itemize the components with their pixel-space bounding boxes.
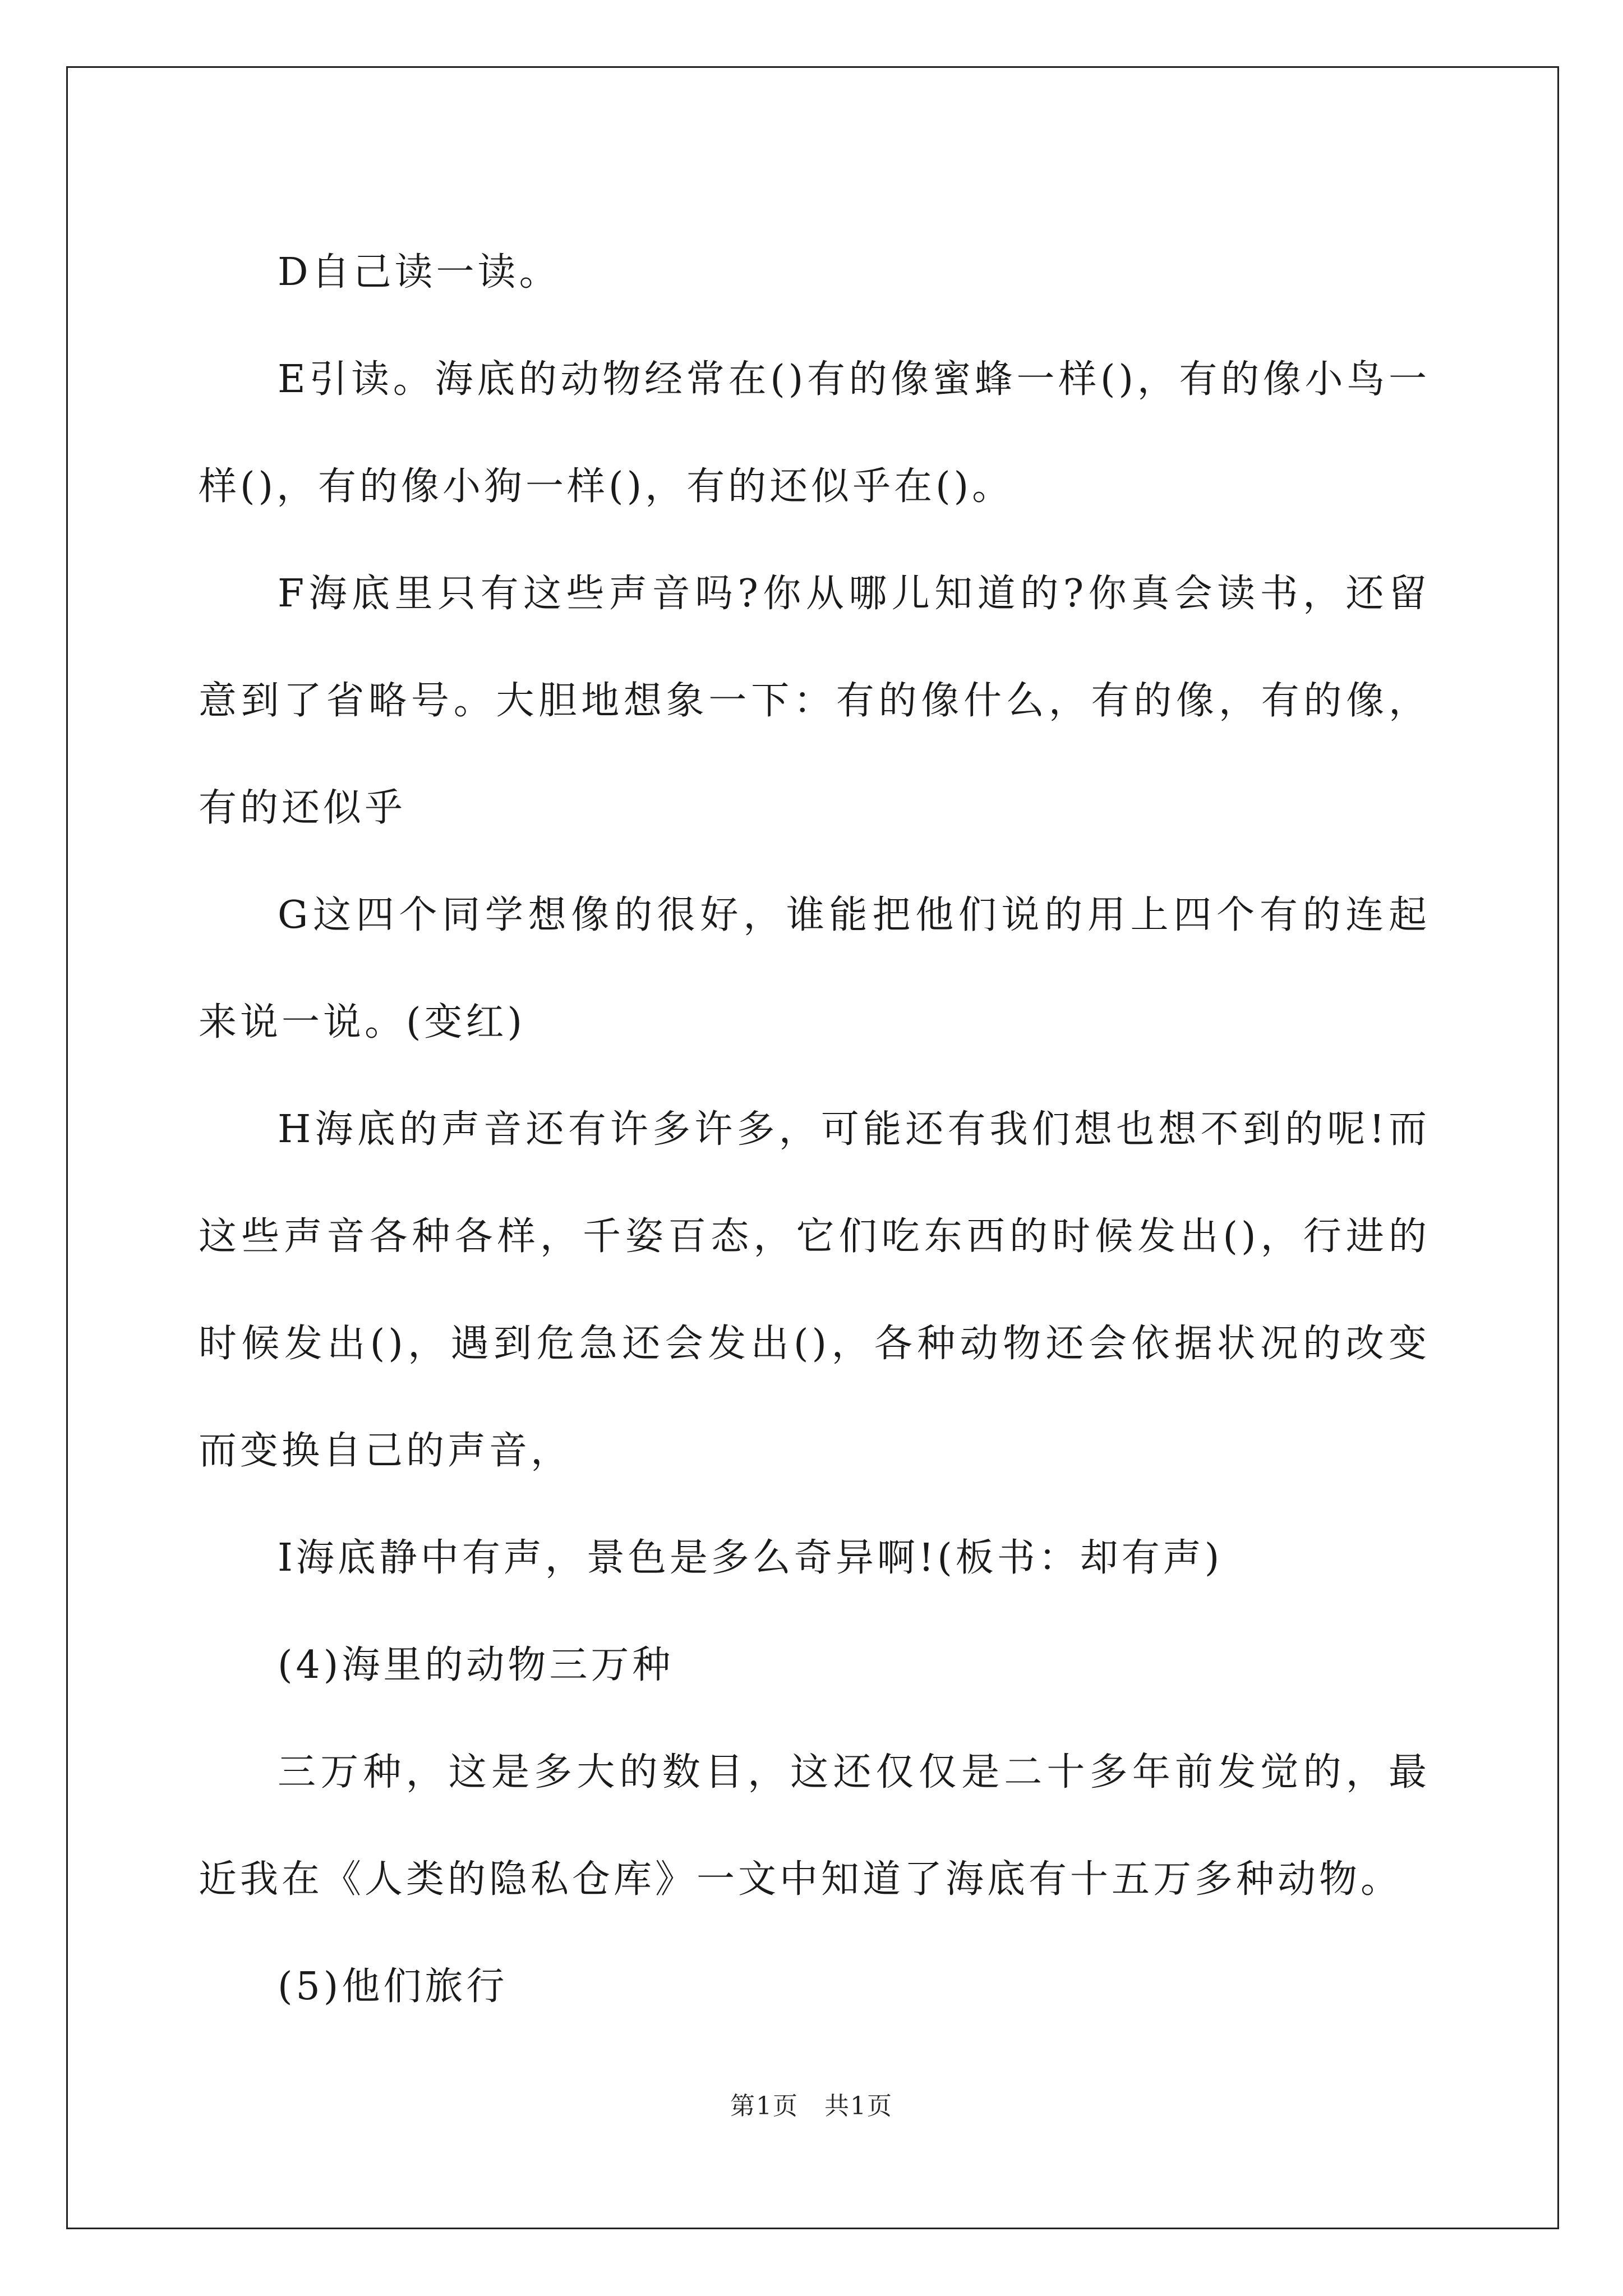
section-heading-5: (5)他们旅行 [278,1964,508,2009]
paragraph-g: G这四个同学想像的很好，谁能把他们说的用上四个有的连起来说一说。(变红) [199,893,1430,1045]
paragraph-h: H海底的声音还有许多许多，可能还有我们想也想不到的呢!而这些声音各种各样，千姿百态，它们吃东西的时候发出()，行进的时候发出()，遇到危急还会发出()，各种动物还会依据状况的改变而变换自己的声音， [199,1107,1430,1473]
document-body [199,219,1430,2040]
page-number-footer: 第1页 共1页 [730,2092,893,2120]
paragraph-e: E引读。海底的动物经常在()有的像蜜蜂一样()，有的像小鸟一样()，有的像小狗一样()，有的还似乎在()。 [199,357,1430,509]
paragraph-f: F海底里只有这些声音吗?你从哪儿知道的?你真会读书，还留意到了省略号。大胆地想象一下：有的像什么，有的像，有的像，有的还似乎 [199,572,1430,830]
paragraph-i: I海底静中有声，景色是多么奇异啊!(板书：却有声) [278,1536,1223,1580]
paragraph-d: D自己读一读。 [278,250,561,295]
paragraph-species: 三万种，这是多大的数目，这还仅仅是二十多年前发觉的，最近我在《人类的隐私仓库》一文中知道了海底有十五万多种动物。 [199,1750,1430,1902]
section-heading-4: (4)海里的动物三万种 [278,1643,674,1687]
